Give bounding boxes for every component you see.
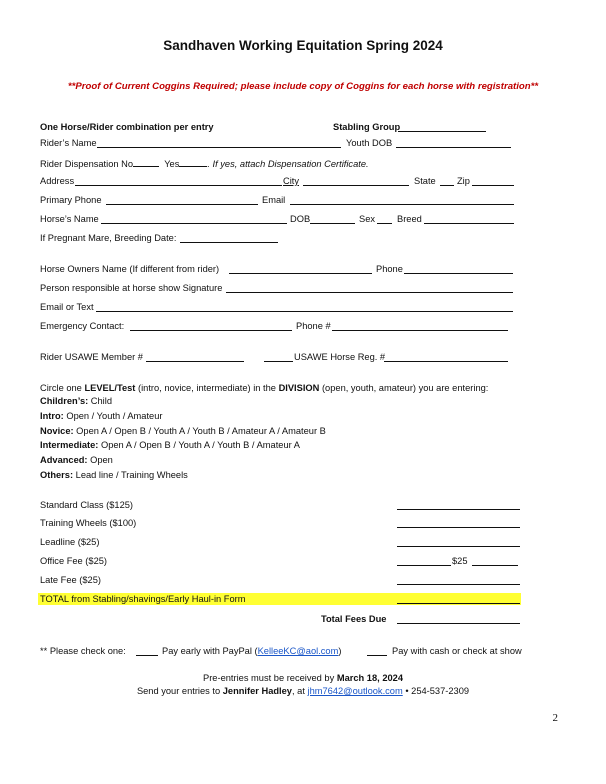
fee-late-field[interactable] [397,584,520,585]
emergency-phone-label: Phone # [296,321,331,331]
zip-field[interactable] [472,185,514,186]
instr-level: LEVEL/Test [84,383,136,393]
coggins-notice: **Proof of Current Coggins Required; please include copy of Coggins for each horse with registration** [67,81,539,92]
level-intermediate [40,440,300,450]
pre-entries-text: Pre-entries must be received by [203,673,337,683]
stabling-group-field[interactable] [398,131,486,132]
email-field[interactable] [290,204,514,205]
send-phone: • 254-537-2309 [402,686,470,696]
fee-office-field-right[interactable] [472,565,518,566]
pregnant-field[interactable] [180,242,278,243]
fee-total-stabling-field[interactable] [397,603,520,604]
horses-name-label: Horse’s Name [40,214,99,224]
level-label: Others: [40,470,74,480]
owner-phone-label: Phone [376,264,403,274]
emergency-field[interactable] [130,330,292,331]
combo-heading: One Horse/Rider combination per entry [40,122,214,132]
cash-checkbox[interactable] [367,655,387,656]
fee-office-field-left[interactable] [397,565,451,566]
address-field[interactable] [75,185,282,186]
page-number: 2 [552,712,558,724]
level-label: Intro: [40,411,64,421]
riders-name-field[interactable] [97,147,341,148]
owners-name-field[interactable] [229,273,372,274]
level-label: Intermediate: [40,440,99,450]
horse-usawe-label: USAWE Horse Reg. # [294,352,386,362]
email-text-label: Email or Text [40,302,94,312]
level-label: Children’s: [40,396,89,406]
fee-standard-class: Standard Class ($125) [40,500,134,510]
fee-office: Office Fee ($25) [40,556,108,566]
horses-name-field[interactable] [101,223,287,224]
instr-text-2: (intro, novice, intermediate) in the [135,383,279,393]
owners-name-label: Horse Owners Name (If different from rider) [40,264,220,274]
level-novice [40,426,326,436]
yes-label: Yes [164,159,180,169]
fee-training-wheels: Training Wheels ($100) [40,518,137,528]
cash-option: Pay with cash or check at show [392,646,522,656]
page-title: Sandhaven Working Equitation Spring 2024 [163,38,443,53]
paypal-text: Pay early with PayPal ( [162,646,258,656]
check-one-label: ** Please check one: [40,646,126,656]
rider-usawe-field[interactable] [146,361,244,362]
division-instructions [40,383,488,393]
level-options: Open [87,455,113,465]
emergency-phone-field[interactable] [332,330,508,331]
level-childrens [40,396,112,406]
primary-phone-label: Primary Phone [40,195,102,205]
fee-leadline-field[interactable] [397,546,520,547]
responsible-label: Person responsible at horse show Signature [40,283,223,293]
dob-field[interactable] [310,223,355,224]
instr-division: DIVISION [278,383,320,393]
pre-entries-line [0,673,606,683]
send-name: Jennifer Hadley [222,686,292,696]
horse-usawe-prefix-field[interactable] [264,361,293,362]
city-field[interactable] [303,185,409,186]
yes-field[interactable] [179,157,207,167]
sex-field[interactable] [377,223,392,224]
sex-label: Sex [359,214,376,224]
email-label: Email [262,195,286,205]
city-label: City [283,176,300,186]
level-others [40,470,188,480]
level-label: Advanced: [40,455,88,465]
paypal-checkbox[interactable] [136,655,158,656]
send-at: , at [291,686,308,696]
pre-entries-date: March 18, 2024 [336,673,403,683]
level-label: Novice: [40,426,74,436]
responsible-field[interactable] [226,292,513,293]
state-field[interactable] [440,185,454,186]
pregnant-label: If Pregnant Mare, Breeding Date: [40,233,177,243]
dob-label: DOB [290,214,311,224]
fee-late: Late Fee ($25) [40,575,101,585]
dispensation-no-field[interactable] [133,157,159,167]
breed-field[interactable] [424,223,514,224]
stabling-group-label: Stabling Group [333,122,401,132]
paypal-option [162,646,341,656]
address-label: Address [40,176,75,186]
instr-text-3: (open, youth, amateur) you are entering: [319,383,489,393]
send-entries-line [0,686,606,696]
fee-total-stabling: TOTAL from Stabling/shavings/Early Haul-in Form [40,594,246,604]
level-options: Open / Youth / Amateur [63,411,163,421]
state-label: State [414,176,436,186]
send-email-link[interactable]: jhm7642@outlook.com [307,686,403,696]
level-options: Open A / Open B / Youth A / Youth B / Amateur A [98,440,300,450]
fee-office-amount: $25 [452,556,468,566]
youth-dob-label: Youth DOB [346,138,393,148]
paypal-close: ) [338,646,342,656]
level-advanced [40,455,113,465]
level-options: Child [88,396,112,406]
total-fees-field[interactable] [397,623,520,624]
horse-usawe-field[interactable] [384,361,508,362]
dispensation-note: . If yes, attach Dispensation Certificate. [207,159,369,169]
dispensation-row [40,157,369,169]
riders-name-label: Rider’s Name [40,138,97,148]
dispensation-no-label: Rider Dispensation No [40,159,134,169]
paypal-email-link[interactable]: KelleeKC@aol.com [257,646,339,656]
youth-dob-field[interactable] [396,147,511,148]
owner-phone-field[interactable] [404,273,513,274]
level-options: Lead line / Training Wheels [73,470,188,480]
fee-standard-class-field[interactable] [397,509,520,510]
primary-phone-field[interactable] [106,204,258,205]
rider-usawe-label: Rider USAWE Member # [40,352,143,362]
email-text-field[interactable] [96,311,513,312]
zip-label: Zip [457,176,470,186]
fee-leadline: Leadline ($25) [40,537,100,547]
fee-training-wheels-field[interactable] [397,527,520,528]
level-intro [40,411,163,421]
level-options: Open A / Open B / Youth A / Youth B / Amateur A / Amateur B [73,426,326,436]
instr-text-1: Circle one [40,383,85,393]
emergency-label: Emergency Contact: [40,321,125,331]
send-text: Send your entries to [136,686,223,696]
total-fees-label: Total Fees Due [321,614,387,624]
breed-label: Breed [397,214,422,224]
